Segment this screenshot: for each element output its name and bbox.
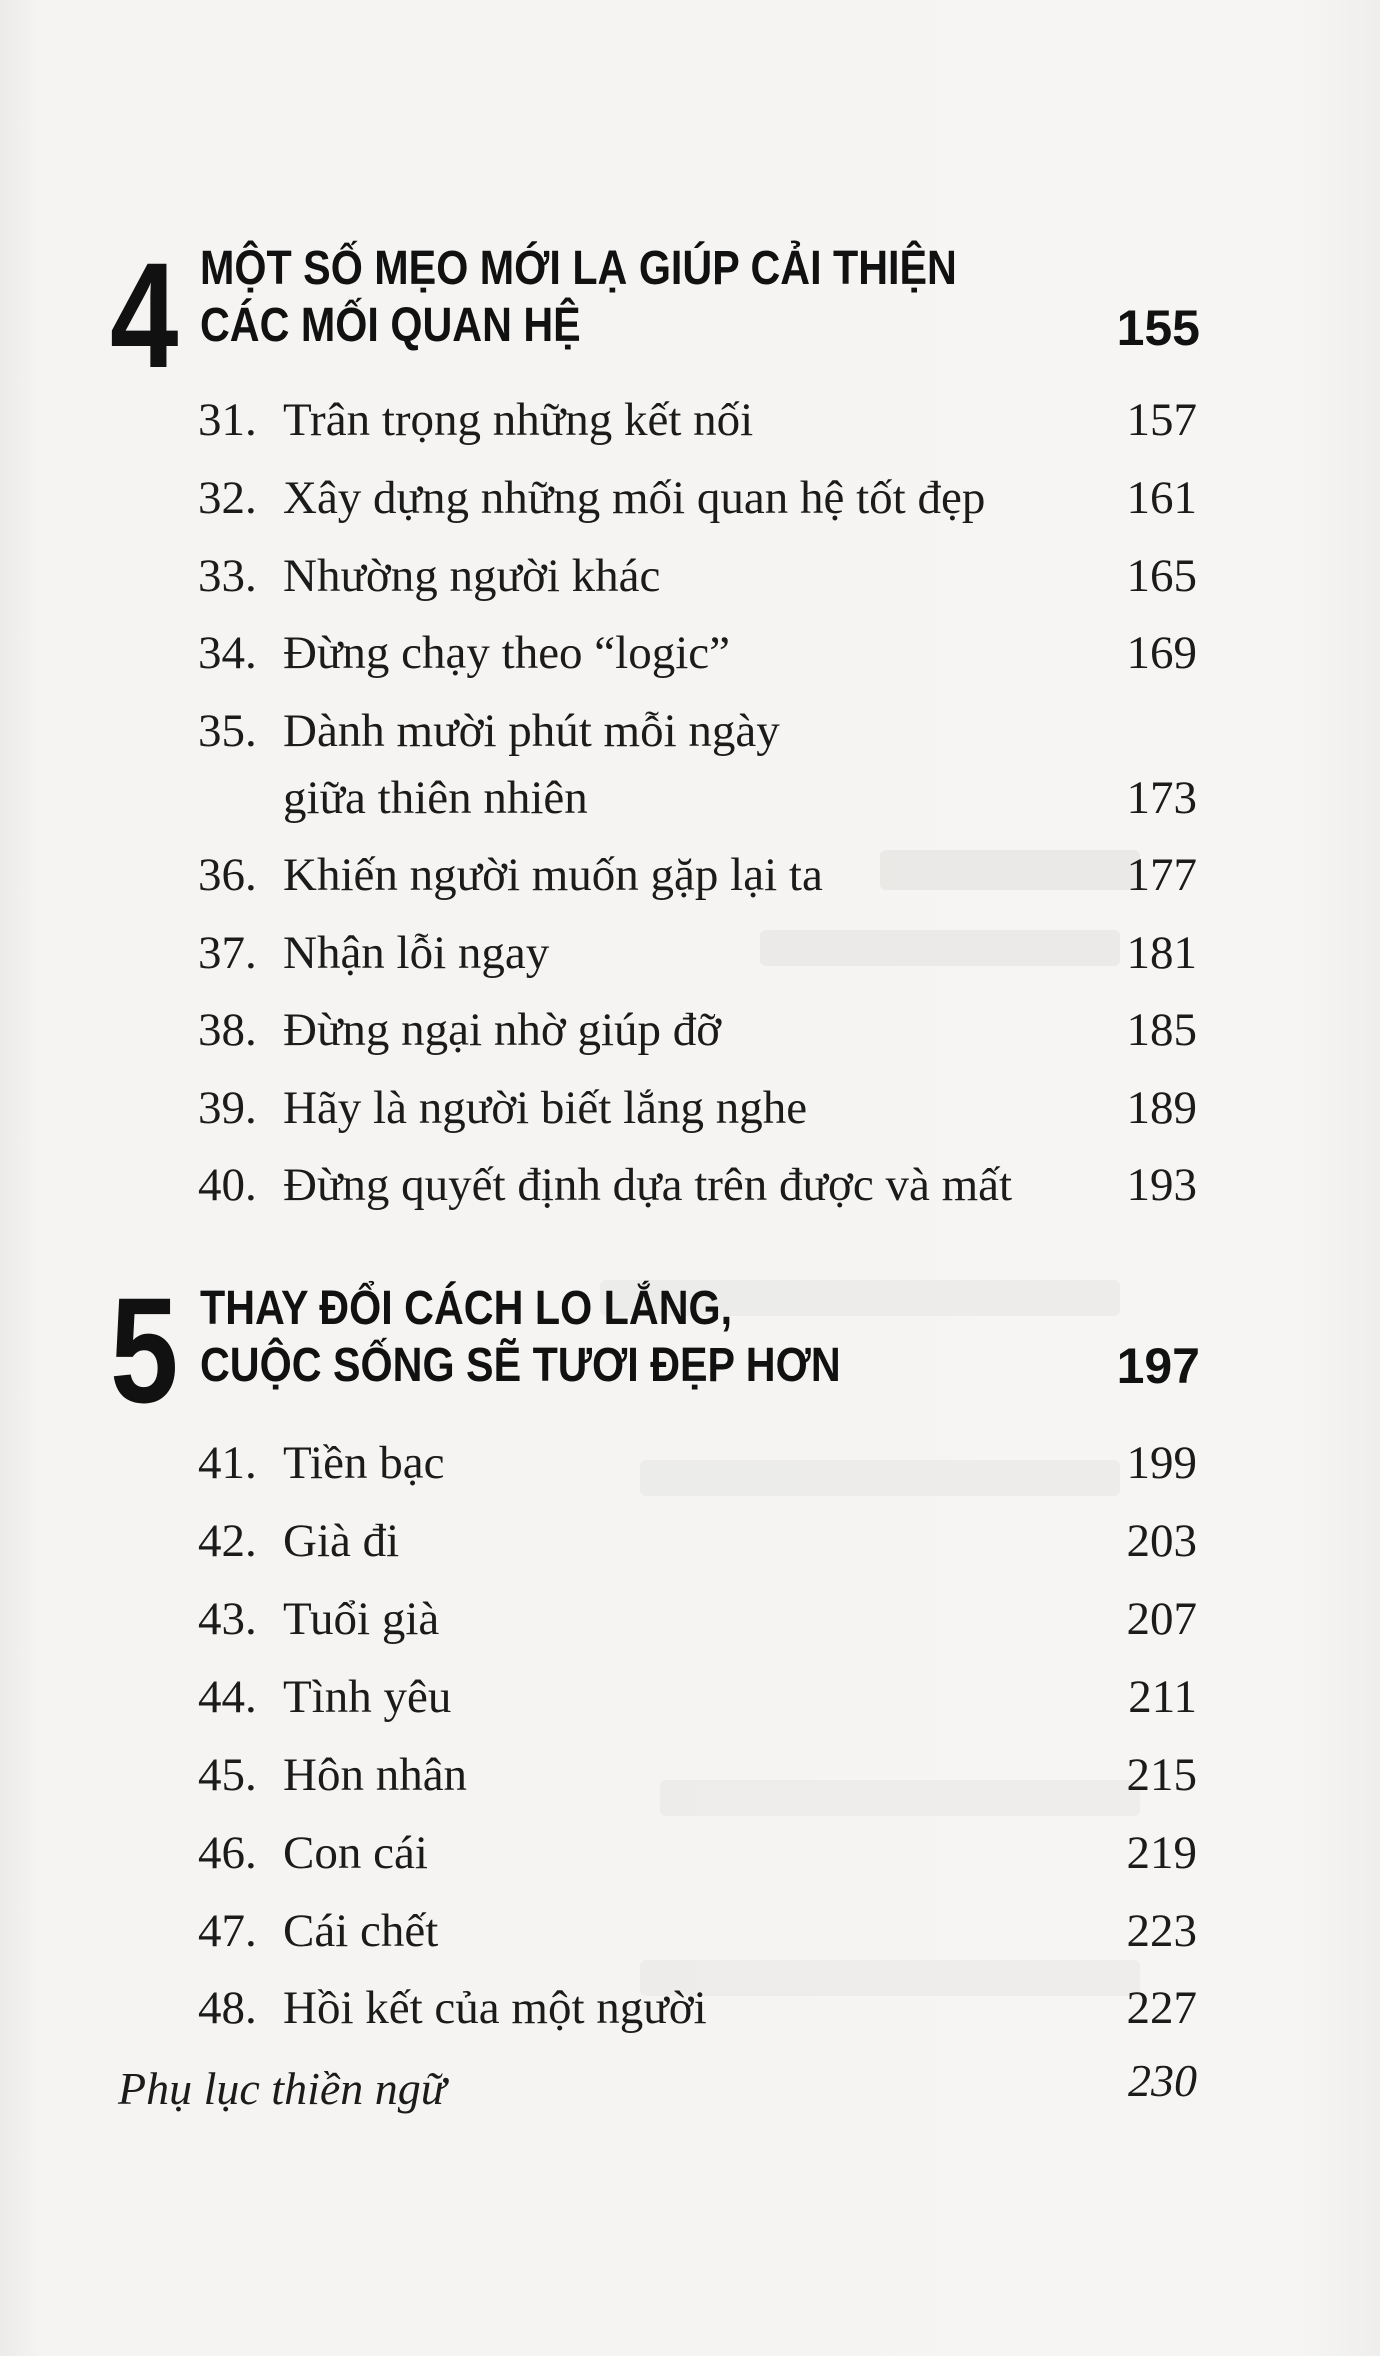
- toc-entry: [0, 1082, 1380, 1145]
- entry-page: 161: [1126, 472, 1197, 524]
- entry-title: Nhường người khác: [283, 550, 661, 602]
- entry-page: 177: [1126, 849, 1197, 901]
- entry-page: 165: [1126, 550, 1197, 602]
- entry-number: 33.: [198, 550, 257, 602]
- entry-title: Đừng chạy theo “logic”: [283, 627, 731, 679]
- entry-title: Hôn nhân: [283, 1749, 468, 1801]
- entry-title: Hãy là người biết lắng nghe: [283, 1082, 808, 1134]
- entry-title-continuation: giữa thiên nhiên: [283, 772, 588, 824]
- chapter-number: 5: [110, 1266, 179, 1434]
- chapter-number: 4: [110, 231, 179, 399]
- entry-title: Già đi: [283, 1515, 400, 1567]
- entry-title: Xây dựng những mối quan hệ tốt đẹp: [283, 472, 986, 524]
- entry-page: 227: [1126, 1982, 1197, 2034]
- entry-page: 181: [1126, 927, 1197, 979]
- entry-title: Tình yêu: [283, 1671, 452, 1723]
- chapter-title-line-1: MỘT SỐ MẸO MỚI LẠ GIÚP CẢI THIỆN: [200, 242, 957, 295]
- entry-number: 39.: [198, 1082, 257, 1134]
- entry-number: 31.: [198, 394, 257, 446]
- toc-entry: [0, 550, 1380, 613]
- chapter-page-number: 155: [1116, 300, 1200, 356]
- toc-entry: [0, 1671, 1380, 1734]
- entry-number: 40.: [198, 1159, 257, 1211]
- entry-title: Đừng ngại nhờ giúp đỡ: [283, 1004, 722, 1056]
- entry-page: 189: [1126, 1082, 1197, 1134]
- entry-title: Cái chết: [283, 1905, 439, 1957]
- entry-number: 44.: [198, 1671, 257, 1723]
- chapter-page-number: 197: [1116, 1338, 1200, 1394]
- toc-entry: [0, 1159, 1380, 1222]
- toc-entry: [0, 1437, 1380, 1500]
- entry-title: Đừng quyết định dựa trên được và mất: [283, 1159, 1013, 1211]
- toc-entry: [0, 1515, 1380, 1578]
- entry-number: 47.: [198, 1905, 257, 1957]
- entry-page: 173: [1126, 772, 1197, 824]
- entry-title: Tiền bạc: [283, 1437, 445, 1489]
- entry-title: Con cái: [283, 1827, 428, 1879]
- entry-number: 41.: [198, 1437, 257, 1489]
- entry-page: 219: [1126, 1827, 1197, 1879]
- entry-number: 46.: [198, 1827, 257, 1879]
- entry-title: Hồi kết của một người: [283, 1982, 707, 2034]
- entry-number: 34.: [198, 627, 257, 679]
- entry-page: 203: [1126, 1515, 1197, 1567]
- entry-page: 211: [1128, 1671, 1197, 1723]
- toc-entry: [0, 927, 1380, 990]
- toc-entry: [0, 1004, 1380, 1067]
- entry-page: 185: [1126, 1004, 1197, 1056]
- entry-page: 169: [1126, 627, 1197, 679]
- entry-page: 193: [1126, 1159, 1197, 1211]
- toc-entry: [0, 472, 1380, 535]
- toc-entry: [0, 1982, 1380, 2045]
- entry-number: 32.: [198, 472, 257, 524]
- entry-number: 35.: [198, 705, 257, 757]
- chapter-title-line-2: CÁC MỐI QUAN HỆ: [200, 299, 581, 352]
- entry-number: 38.: [198, 1004, 257, 1056]
- chapter-title-line-2: CUỘC SỐNG SẼ TƯƠI ĐẸP HƠN: [200, 1339, 841, 1392]
- appendix-title: Phụ lục thiền ngữ: [118, 2063, 446, 2114]
- entry-number: 48.: [198, 1982, 257, 2034]
- entry-page: 207: [1126, 1593, 1197, 1645]
- toc-entry: [0, 1749, 1380, 1812]
- toc-entry: [0, 394, 1380, 457]
- entry-page: 223: [1126, 1905, 1197, 1957]
- toc-entry: [0, 1593, 1380, 1656]
- entry-title: Dành mười phút mỗi ngày: [283, 705, 780, 757]
- entry-title: Nhận lỗi ngay: [283, 927, 550, 979]
- entry-number: 36.: [198, 849, 257, 901]
- entry-page: 215: [1126, 1749, 1197, 1801]
- toc-entry: [0, 627, 1380, 690]
- toc-entry: [0, 1905, 1380, 1968]
- entry-title: Trân trọng những kết nối: [283, 394, 754, 446]
- entry-title: Tuổi già: [283, 1593, 440, 1645]
- entry-number: 45.: [198, 1749, 257, 1801]
- entry-page: 199: [1126, 1437, 1197, 1489]
- entry-number: 37.: [198, 927, 257, 979]
- entry-number: 42.: [198, 1515, 257, 1567]
- toc-entry: [0, 849, 1380, 912]
- entry-page: 157: [1126, 394, 1197, 446]
- toc-entry: [0, 705, 1380, 838]
- appendix-page: 230: [1128, 2055, 1197, 2106]
- entry-title: Khiến người muốn gặp lại ta: [283, 849, 823, 901]
- entry-number: 43.: [198, 1593, 257, 1645]
- chapter-title-line-1: THAY ĐỔI CÁCH LO LẮNG,: [200, 1282, 733, 1335]
- toc-entry: [0, 1827, 1380, 1890]
